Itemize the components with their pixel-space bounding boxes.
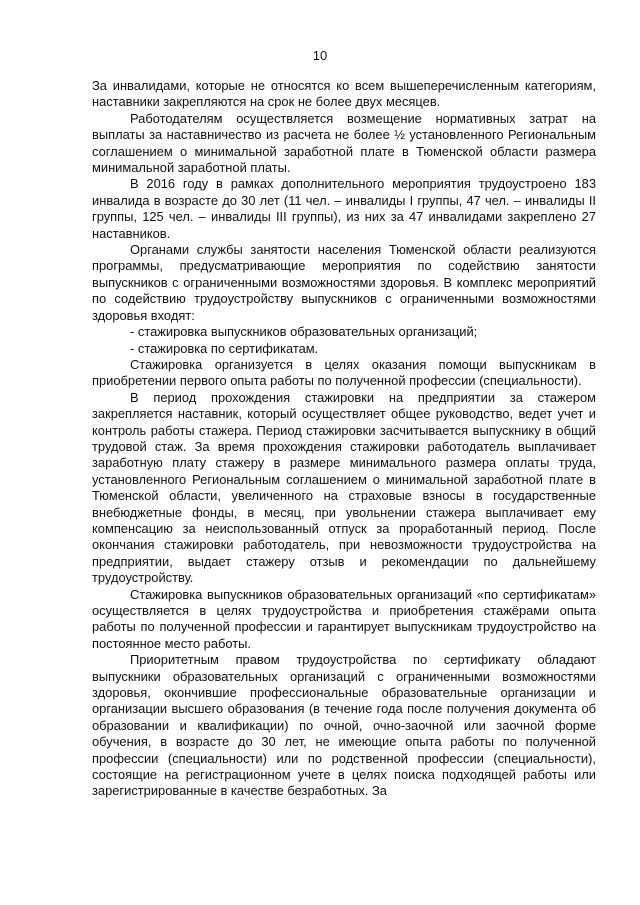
paragraph: В период прохождения стажировки на предприятии за стажером закрепляется наставник, который осуществляет общее руководство, ведет учет и контроль работы стажера. Период стажировки засчитывается выпускнику в общий трудовой стаж. За время прохождения стажировки работодатель выплачивает заработную плату стажеру в размере минимального размера оплаты труда, установленного Региональным соглашением о минимальной заработной плате в Тюменской области, увеличенного на страховые взносы в государственные внебюджетные фонды, в месяц, при увольнении стажера выплачивает ему компенсацию за неиспользованный отпуск за проработанный период. После окончания стажировки работодатель, при невозможности трудоустройства на предприятии, выдает стажеру отзыв и рекомендации по дальнейшему трудоустройству. (92, 389, 596, 586)
list-item: - стажировка выпускников образовательных организаций; (130, 324, 478, 340)
paragraph: За инвалидами, которые не относятся ко всем вышеперечисленным категориям, наставники закрепляются на срок не более двух месяцев. (92, 78, 596, 110)
document-body (92, 78, 596, 800)
paragraph: Стажировка организуется в целях оказания помощи выпускникам в приобретении первого опыта работы по полученной профессии (специальности). (92, 356, 596, 389)
paragraph: В 2016 году в рамках дополнительного мероприятия трудоустроено 183 инвалида в возрасте до 30 лет (11 чел. – инвалиды I группы, 47 чел. – инвалиды II группы, 125 чел. – инвалиды III группы), из них за 47 инвалидами закреплено 27 наставников. (92, 176, 596, 241)
list-item: - стажировка по сертификатам. (130, 340, 319, 356)
page-number: 10 (312, 48, 328, 63)
paragraph: Работодателям осуществляется возмещение нормативных затрат на выплаты за наставничество из расчета не более ½ установленного Региональным соглашением о минимальной заработной плате в Тюменской области размера минимальной заработной платы. (92, 110, 596, 176)
paragraph: Стажировка выпускников образовательных организаций «по сертификатам» осуществляется в целях трудоустройства и приобретения стажёрами опыта работы по полученной профессии и гарантирует выпускникам трудоустройство на постоянное место работы. (92, 586, 596, 651)
paragraph: Приоритетным правом трудоустройства по сертификату обладают выпускники образовательных организаций с ограниченными возможностями здоровья, окончившие профессиональные образовательные организации и организации высшего образования (в течение года после получения документа об образовании и квалификации) по очной, очно-заочной или заочной форме обучения, в возрасте до 30 лет, не имеющие опыта работы по полученной профессии (специальности) или по родственной профессии (специальности), состоящие на регистрационном учете в целях поиска подходящей работы или зарегистрированные в качестве безработных. За (92, 652, 596, 799)
paragraph: Органами службы занятости населения Тюменской области реализуются программы, предусматривающие мероприятия по содействию занятости выпускников с ограниченными возможностями здоровья. В комплекс мероприятий по содействию трудоустройству выпускников с ограниченными возможностями здоровья входят: (92, 242, 596, 323)
